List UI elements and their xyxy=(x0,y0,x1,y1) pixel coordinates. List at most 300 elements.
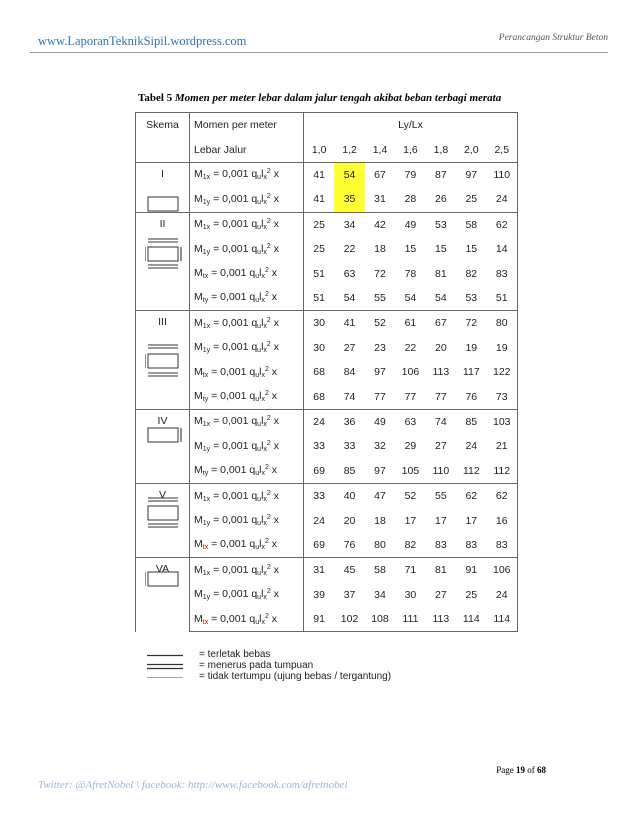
formula-prefix: = 0,001 q xyxy=(213,316,258,329)
value-cell: 74 xyxy=(426,409,456,434)
formula-load-sub: u xyxy=(257,445,262,453)
moment-formula-cell: $M_{ty} = 0,001$ $q_ul_x^2$ x xyxy=(190,286,304,311)
formula-load-sub: u xyxy=(257,347,262,355)
moment-symbol: $M_{1y}$ xyxy=(194,242,211,256)
skema-label: I xyxy=(161,167,164,180)
formula-load-sub: u xyxy=(255,544,260,552)
formula-prefix: = 0,001 q xyxy=(211,464,256,477)
moment-subscript: tx xyxy=(202,544,209,552)
formula-square: 2 xyxy=(266,242,271,250)
value-cell: 62 xyxy=(487,483,518,508)
skema-plate-icon xyxy=(145,341,183,381)
ratio-header-cell: 1,6 xyxy=(403,143,418,156)
value-cell: 83 xyxy=(487,533,518,558)
formula-load-sub: u xyxy=(257,569,262,577)
skema-cell xyxy=(136,311,190,410)
value-cell: 112 xyxy=(487,459,518,484)
ratio-header-cell: 1,2 xyxy=(342,143,357,156)
value-cell: 25 xyxy=(303,212,334,237)
table-row xyxy=(136,434,518,458)
value-cell: 83 xyxy=(487,261,518,285)
skema-drawing-wrap xyxy=(136,213,189,311)
ratio-label: Ly/Lx xyxy=(398,119,423,132)
value-cell: 17 xyxy=(465,514,478,527)
value-cell: 53 xyxy=(426,212,456,237)
value-cell: 33 xyxy=(303,483,334,508)
value-cell: 51 xyxy=(313,291,325,304)
table-row xyxy=(136,261,518,285)
skema-cell xyxy=(136,212,190,311)
legend-free-edge-icon xyxy=(145,672,185,683)
caption-label: Tabel 5 xyxy=(138,92,173,104)
formula-span-sub: x xyxy=(263,174,267,182)
value-cell: 19 xyxy=(487,336,518,360)
formula-span-sub: x xyxy=(261,544,265,552)
formula-suffix: x xyxy=(273,514,279,527)
value-cell: 58 xyxy=(365,558,395,583)
table-row xyxy=(136,311,518,336)
moment-formula-cell: $M_{1y} = 0,001$ $q_ul_x^2$ x xyxy=(190,583,304,607)
moment-symbol: $M_{1x}$ xyxy=(194,168,211,182)
moment-symbol: $M_{1y}$ xyxy=(194,341,211,355)
value-cell: 122 xyxy=(487,360,518,384)
value-cell: 82 xyxy=(404,538,417,551)
value-cell: 114 xyxy=(456,607,486,632)
formula-span-sub: x xyxy=(261,273,265,281)
table-row xyxy=(136,508,518,532)
formula-load-sub: u xyxy=(255,273,260,281)
value-cell: 41 xyxy=(303,162,334,187)
moment-symbol: $M_{1x}$ xyxy=(194,563,211,577)
moment-table xyxy=(135,112,518,632)
formula-suffix: x xyxy=(271,464,278,477)
formula-suffix: x xyxy=(273,563,279,576)
value-cell: 30 xyxy=(303,311,334,336)
formula-span-sub: x xyxy=(263,520,267,528)
value-cell: 24 xyxy=(487,187,518,212)
value-cell: 54 xyxy=(343,291,356,304)
moment-subscript: 1y xyxy=(202,445,211,453)
value-cell: 27 xyxy=(435,588,447,601)
value-cell: 79 xyxy=(395,162,425,187)
value-cell: 68 xyxy=(313,390,325,403)
value-cell: 84 xyxy=(343,366,356,379)
value-cell: 102 xyxy=(334,607,364,632)
formula-load-sub: u xyxy=(257,520,262,528)
value-cell: 36 xyxy=(334,409,364,434)
value-cell: 26 xyxy=(435,193,447,206)
value-cell: 72 xyxy=(456,311,486,336)
legend-text-continuous: = menerus pada tumpuan xyxy=(199,660,314,671)
value-cell: 22 xyxy=(404,341,417,354)
formula-load-sub: u xyxy=(257,495,262,503)
formula-suffix: x xyxy=(273,242,279,255)
formula-load-sub: u xyxy=(257,421,262,429)
ratio-header-cell: 2,5 xyxy=(487,137,518,162)
value-cell: 25 xyxy=(313,243,325,256)
value-cell: 55 xyxy=(426,483,456,508)
formula-prefix: = 0,001 q xyxy=(213,588,258,601)
value-cell: 77 xyxy=(374,390,386,403)
moment-symbol: $M_{tx}$ xyxy=(194,538,209,552)
value-cell: 52 xyxy=(365,311,395,336)
formula-square: 2 xyxy=(266,316,271,324)
value-cell: 110 xyxy=(487,162,518,187)
value-cell: 111 xyxy=(395,607,425,632)
moment-formula-cell: $M_{1x} = 0,001$ $q_ul_x^2$ x xyxy=(190,483,304,508)
ratio-header-cell: 1,0 xyxy=(311,143,327,156)
table-row xyxy=(136,336,518,360)
formula-prefix: = 0,001 q xyxy=(211,612,256,625)
table-row xyxy=(136,583,518,607)
skema-label: IV xyxy=(157,414,168,427)
value-cell: 106 xyxy=(487,558,518,583)
value-cell: 105 xyxy=(401,464,420,477)
ratio-header-cell: 2,0 xyxy=(464,143,479,156)
value-cell: 77 xyxy=(435,390,447,403)
formula-span-sub: x xyxy=(263,445,267,453)
value-cell: 28 xyxy=(404,193,417,206)
skema-label: VA xyxy=(155,563,170,576)
formula-prefix: = 0,001 q xyxy=(213,439,258,452)
formula-span-sub: x xyxy=(263,421,267,429)
value-cell: 112 xyxy=(462,464,480,477)
value-cell: 82 xyxy=(465,267,478,280)
moment-symbol: $M_{1x}$ xyxy=(194,316,211,330)
formula-prefix: = 0,001 q xyxy=(213,415,258,428)
moment-symbol: $M_{ty}$ xyxy=(194,390,209,404)
value-cell: 21 xyxy=(487,434,518,458)
formula-span-sub: x xyxy=(261,297,265,305)
formula-square: 2 xyxy=(266,514,271,522)
formula-load-sub: u xyxy=(255,396,260,404)
legend-text-free: = tidak tertumpu (ujung bebas / tergantung) xyxy=(199,671,392,682)
moment-formula-cell: $M_{1y} = 0,001$ $q_ul_x^2$ x xyxy=(190,336,304,360)
formula-square: 2 xyxy=(264,538,269,546)
formula-span-sub: x xyxy=(263,594,267,602)
value-cell: 54 xyxy=(435,291,447,304)
value-cell: 69 xyxy=(313,464,325,477)
col-skema-header: Skema xyxy=(136,113,190,138)
value-cell: 15 xyxy=(465,243,478,256)
value-cell: 25 xyxy=(465,193,478,206)
value-cell: 58 xyxy=(456,212,486,237)
value-cell: 113 xyxy=(426,607,456,632)
formula-suffix: x xyxy=(273,588,279,601)
moment-subscript: 1y xyxy=(202,594,211,602)
moment-subscript: 1x xyxy=(202,569,211,577)
formula-load-sub: u xyxy=(255,618,260,626)
table-row xyxy=(136,483,518,508)
formula-prefix: = 0,001 q xyxy=(211,291,256,304)
formula-load-sub: u xyxy=(255,371,260,379)
moment-symbol: $M_{ty}$ xyxy=(194,291,209,305)
moment-symbol: $M_{1x}$ xyxy=(194,489,211,503)
value-cell: 30 xyxy=(404,588,417,601)
footer-social-links[interactable]: Twitter: @AfretNobel \ facebook: http://www.facebook.com/afretnobel xyxy=(38,779,348,791)
value-cell: 106 xyxy=(401,366,420,379)
formula-square: 2 xyxy=(266,192,271,200)
moment-subscript: ty xyxy=(202,396,209,404)
moment-subscript: ty xyxy=(202,470,209,478)
ratio-header-cell: 1,8 xyxy=(433,143,449,156)
moment-subscript: 1x xyxy=(202,322,211,330)
value-cell: 27 xyxy=(435,440,447,453)
moment-formula-cell: $M_{tx} = 0,001$ $q_ul_x^2$ x xyxy=(190,261,304,285)
formula-span-sub: x xyxy=(263,198,267,206)
value-cell: 29 xyxy=(404,440,417,453)
moment-formula-cell: $M_{1y} = 0,001$ $q_ul_x^2$ x xyxy=(190,434,304,458)
formula-load-sub: u xyxy=(255,297,260,305)
moment-subscript: ty xyxy=(202,297,209,305)
page-prefix: Page xyxy=(496,765,514,775)
formula-prefix: = 0,001 q xyxy=(213,489,258,502)
moment-formula-cell: $M_{1y} = 0,001$ $q_ul_x^2$ x xyxy=(190,237,304,261)
value-cell: 45 xyxy=(334,558,364,583)
value-cell: 71 xyxy=(395,558,425,583)
skema-plate-icon xyxy=(145,424,183,446)
moment-subscript: 1x xyxy=(202,174,211,182)
formula-span-sub: x xyxy=(261,618,265,626)
legend-text-simple: = terletak bebas xyxy=(199,649,271,660)
formula-prefix: = 0,001 q xyxy=(213,218,258,231)
value-cell: 17 xyxy=(404,514,417,527)
value-cell: 113 xyxy=(432,366,450,379)
value-cell: 63 xyxy=(395,409,425,434)
value-cell: 15 xyxy=(404,243,417,256)
formula-prefix: = 0,001 q xyxy=(211,365,256,378)
formula-span-sub: x xyxy=(261,396,265,404)
moment-symbol: $M_{1x}$ xyxy=(194,218,211,232)
moment-symbol: $M_{tx}$ xyxy=(194,612,209,626)
legend-continuous-support-icon xyxy=(145,661,185,672)
moment-formula-cell: $M_{tx} = 0,001$ $q_ul_x^2$ x xyxy=(190,607,304,632)
formula-square: 2 xyxy=(264,365,269,373)
skema-label: V xyxy=(158,488,166,501)
value-cell: 49 xyxy=(365,409,395,434)
value-cell: 40 xyxy=(334,483,364,508)
value-cell: 114 xyxy=(487,607,518,632)
value-cell: 72 xyxy=(374,267,386,280)
moment-symbol: $M_{1y}$ xyxy=(194,588,211,602)
value-cell: 76 xyxy=(343,538,356,551)
value-cell: 24 xyxy=(465,440,478,453)
skema-drawing-wrap xyxy=(136,410,189,483)
value-cell: 20 xyxy=(435,341,447,354)
page-total: 68 xyxy=(537,765,546,775)
formula-load-sub: u xyxy=(257,224,262,232)
value-cell: 108 xyxy=(365,607,395,632)
formula-span-sub: x xyxy=(263,347,267,355)
moment-symbol: $M_{1x}$ xyxy=(194,415,211,429)
value-cell: 15 xyxy=(435,243,447,256)
formula-square: 2 xyxy=(264,612,269,620)
value-cell: 103 xyxy=(487,409,518,434)
formula-load-sub: u xyxy=(255,470,260,478)
value-cell: 110 xyxy=(432,464,450,477)
value-cell: 62 xyxy=(456,483,486,508)
formula-suffix: x xyxy=(273,439,279,452)
value-cell: 41 xyxy=(334,311,364,336)
formula-square: 2 xyxy=(264,464,269,472)
formula-prefix: = 0,001 q xyxy=(213,514,258,527)
value-cell: 91 xyxy=(456,558,486,583)
formula-span-sub: x xyxy=(263,495,267,503)
value-cell: 67 xyxy=(365,162,395,187)
page-number xyxy=(496,765,546,775)
value-cell: 41 xyxy=(313,193,325,206)
value-cell: 54 xyxy=(334,162,364,187)
moment-subscript: 1y xyxy=(202,248,211,256)
value-cell: 39 xyxy=(313,588,325,601)
formula-square: 2 xyxy=(266,588,271,596)
value-cell: 16 xyxy=(487,508,518,532)
value-cell: 67 xyxy=(426,311,456,336)
formula-suffix: x xyxy=(271,612,278,625)
moment-subscript: 1y xyxy=(202,198,211,206)
col-ratio-header xyxy=(303,113,517,138)
formula-suffix: x xyxy=(273,218,279,231)
moment-subscript: tx xyxy=(202,371,209,379)
value-cell: 83 xyxy=(465,538,478,551)
skema-cell xyxy=(136,483,190,557)
moment-formula-cell: $M_{1y} = 0,001$ $q_ul_x^2$ x xyxy=(190,187,304,212)
skema-plate-icon xyxy=(145,568,183,590)
value-cell: 63 xyxy=(343,267,356,280)
skema-drawing-wrap xyxy=(136,558,189,631)
value-cell: 24 xyxy=(303,409,334,434)
value-cell: 77 xyxy=(404,390,417,403)
formula-span-sub: x xyxy=(263,569,267,577)
formula-suffix: x xyxy=(271,365,278,378)
table-row xyxy=(136,212,518,237)
formula-span-sub: x xyxy=(261,470,265,478)
col-lebar-header: Lebar Jalur xyxy=(190,137,304,162)
table-row xyxy=(136,409,518,434)
moment-symbol: $M_{tx}$ xyxy=(194,267,209,281)
formula-square: 2 xyxy=(264,267,269,275)
moment-formula-cell: $M_{1x} = 0,001$ $q_ul_x^2$ x xyxy=(190,311,304,336)
value-cell: 83 xyxy=(435,538,447,551)
moment-subscript: 1y xyxy=(202,347,211,355)
value-cell: 30 xyxy=(313,341,325,354)
value-cell: 52 xyxy=(395,483,425,508)
moment-symbol: $M_{1y}$ xyxy=(194,439,211,453)
skema-empty-cell xyxy=(136,137,190,162)
formula-suffix: x xyxy=(271,267,278,280)
value-cell: 37 xyxy=(343,588,356,601)
value-cell: 47 xyxy=(365,483,395,508)
value-cell: 54 xyxy=(404,291,417,304)
moment-symbol: $M_{1y}$ xyxy=(194,514,211,528)
value-cell: 24 xyxy=(313,514,325,527)
value-cell: 85 xyxy=(343,464,356,477)
moment-table-wrapper xyxy=(135,112,518,652)
header-divider xyxy=(30,52,608,53)
value-cell: 18 xyxy=(374,243,386,256)
header-doc-title: Perancangan Struktur Beton xyxy=(498,33,608,43)
formula-prefix: = 0,001 q xyxy=(213,242,258,255)
formula-prefix: = 0,001 q xyxy=(211,538,256,551)
moment-formula-cell: $M_{1x} = 0,001$ $q_ul_x^2$ x xyxy=(190,558,304,583)
value-cell: 81 xyxy=(426,558,456,583)
table-row xyxy=(136,286,518,311)
value-cell: 80 xyxy=(487,311,518,336)
skema-label: III xyxy=(158,316,167,329)
header-row-2 xyxy=(136,137,518,162)
value-cell: 68 xyxy=(313,366,325,379)
value-cell: 62 xyxy=(487,212,518,237)
value-cell: 33 xyxy=(343,440,356,453)
value-cell: 14 xyxy=(487,237,518,261)
moment-subscript: 1y xyxy=(202,520,211,528)
formula-square: 2 xyxy=(266,439,271,447)
skema-drawing-wrap xyxy=(136,311,189,409)
moment-symbol: $M_{tx}$ xyxy=(194,365,209,379)
formula-suffix: x xyxy=(273,415,279,428)
formula-prefix: = 0,001 q xyxy=(213,168,258,181)
moment-formula-cell: $M_{ty} = 0,001$ $q_ul_x^2$ x xyxy=(190,459,304,484)
formula-square: 2 xyxy=(266,341,271,349)
table-row xyxy=(136,384,518,409)
table-row xyxy=(136,360,518,384)
formula-prefix: = 0,001 q xyxy=(211,267,256,280)
moment-subscript: 1x xyxy=(202,224,211,232)
value-cell: 20 xyxy=(343,514,356,527)
value-cell: 49 xyxy=(395,212,425,237)
value-cell: 76 xyxy=(465,390,478,403)
value-cell: 27 xyxy=(343,341,356,354)
moment-symbol: $M_{ty}$ xyxy=(194,464,209,478)
formula-suffix: x xyxy=(271,291,278,304)
skema-label: II xyxy=(159,217,166,230)
formula-square: 2 xyxy=(266,168,271,176)
value-cell: 32 xyxy=(374,440,386,453)
formula-load-sub: u xyxy=(257,198,262,206)
caption-text: Momen per meter lebar dalam jalur tengah akibat beban terbagi merata xyxy=(174,92,502,104)
formula-suffix: x xyxy=(273,192,279,205)
table-row xyxy=(136,533,518,558)
value-cell: 97 xyxy=(374,464,386,477)
value-cell: 97 xyxy=(374,366,386,379)
moment-subscript: 1x xyxy=(202,421,211,429)
formula-square: 2 xyxy=(266,563,271,571)
formula-suffix: x xyxy=(271,390,278,403)
value-cell: 19 xyxy=(465,341,478,354)
header-row-1 xyxy=(136,113,518,138)
value-cell: 61 xyxy=(395,311,425,336)
formula-prefix: = 0,001 q xyxy=(213,192,258,205)
formula-prefix: = 0,001 q xyxy=(213,563,258,576)
value-cell: 25 xyxy=(465,588,478,601)
value-cell: 87 xyxy=(426,162,456,187)
formula-square: 2 xyxy=(264,390,269,398)
skema-drawing-wrap xyxy=(136,163,189,212)
skema-plate-icon xyxy=(145,235,183,271)
skema-drawing-wrap xyxy=(136,484,189,557)
value-cell: 18 xyxy=(374,514,386,527)
value-cell: 91 xyxy=(303,607,334,632)
formula-suffix: x xyxy=(273,489,279,502)
value-cell: 34 xyxy=(334,212,364,237)
table-row xyxy=(136,459,518,484)
header-site-link[interactable]: www.LaporanTeknikSipil.wordpress.com xyxy=(38,34,247,48)
moment-subscript: 1x xyxy=(202,495,211,503)
moment-formula-cell: $M_{ty} = 0,001$ $q_ul_x^2$ x xyxy=(190,384,304,409)
value-cell: 33 xyxy=(313,440,325,453)
value-cell: 34 xyxy=(374,588,386,601)
moment-formula-cell: $M_{1x} = 0,001$ $q_ul_x^2$ x xyxy=(190,162,304,187)
